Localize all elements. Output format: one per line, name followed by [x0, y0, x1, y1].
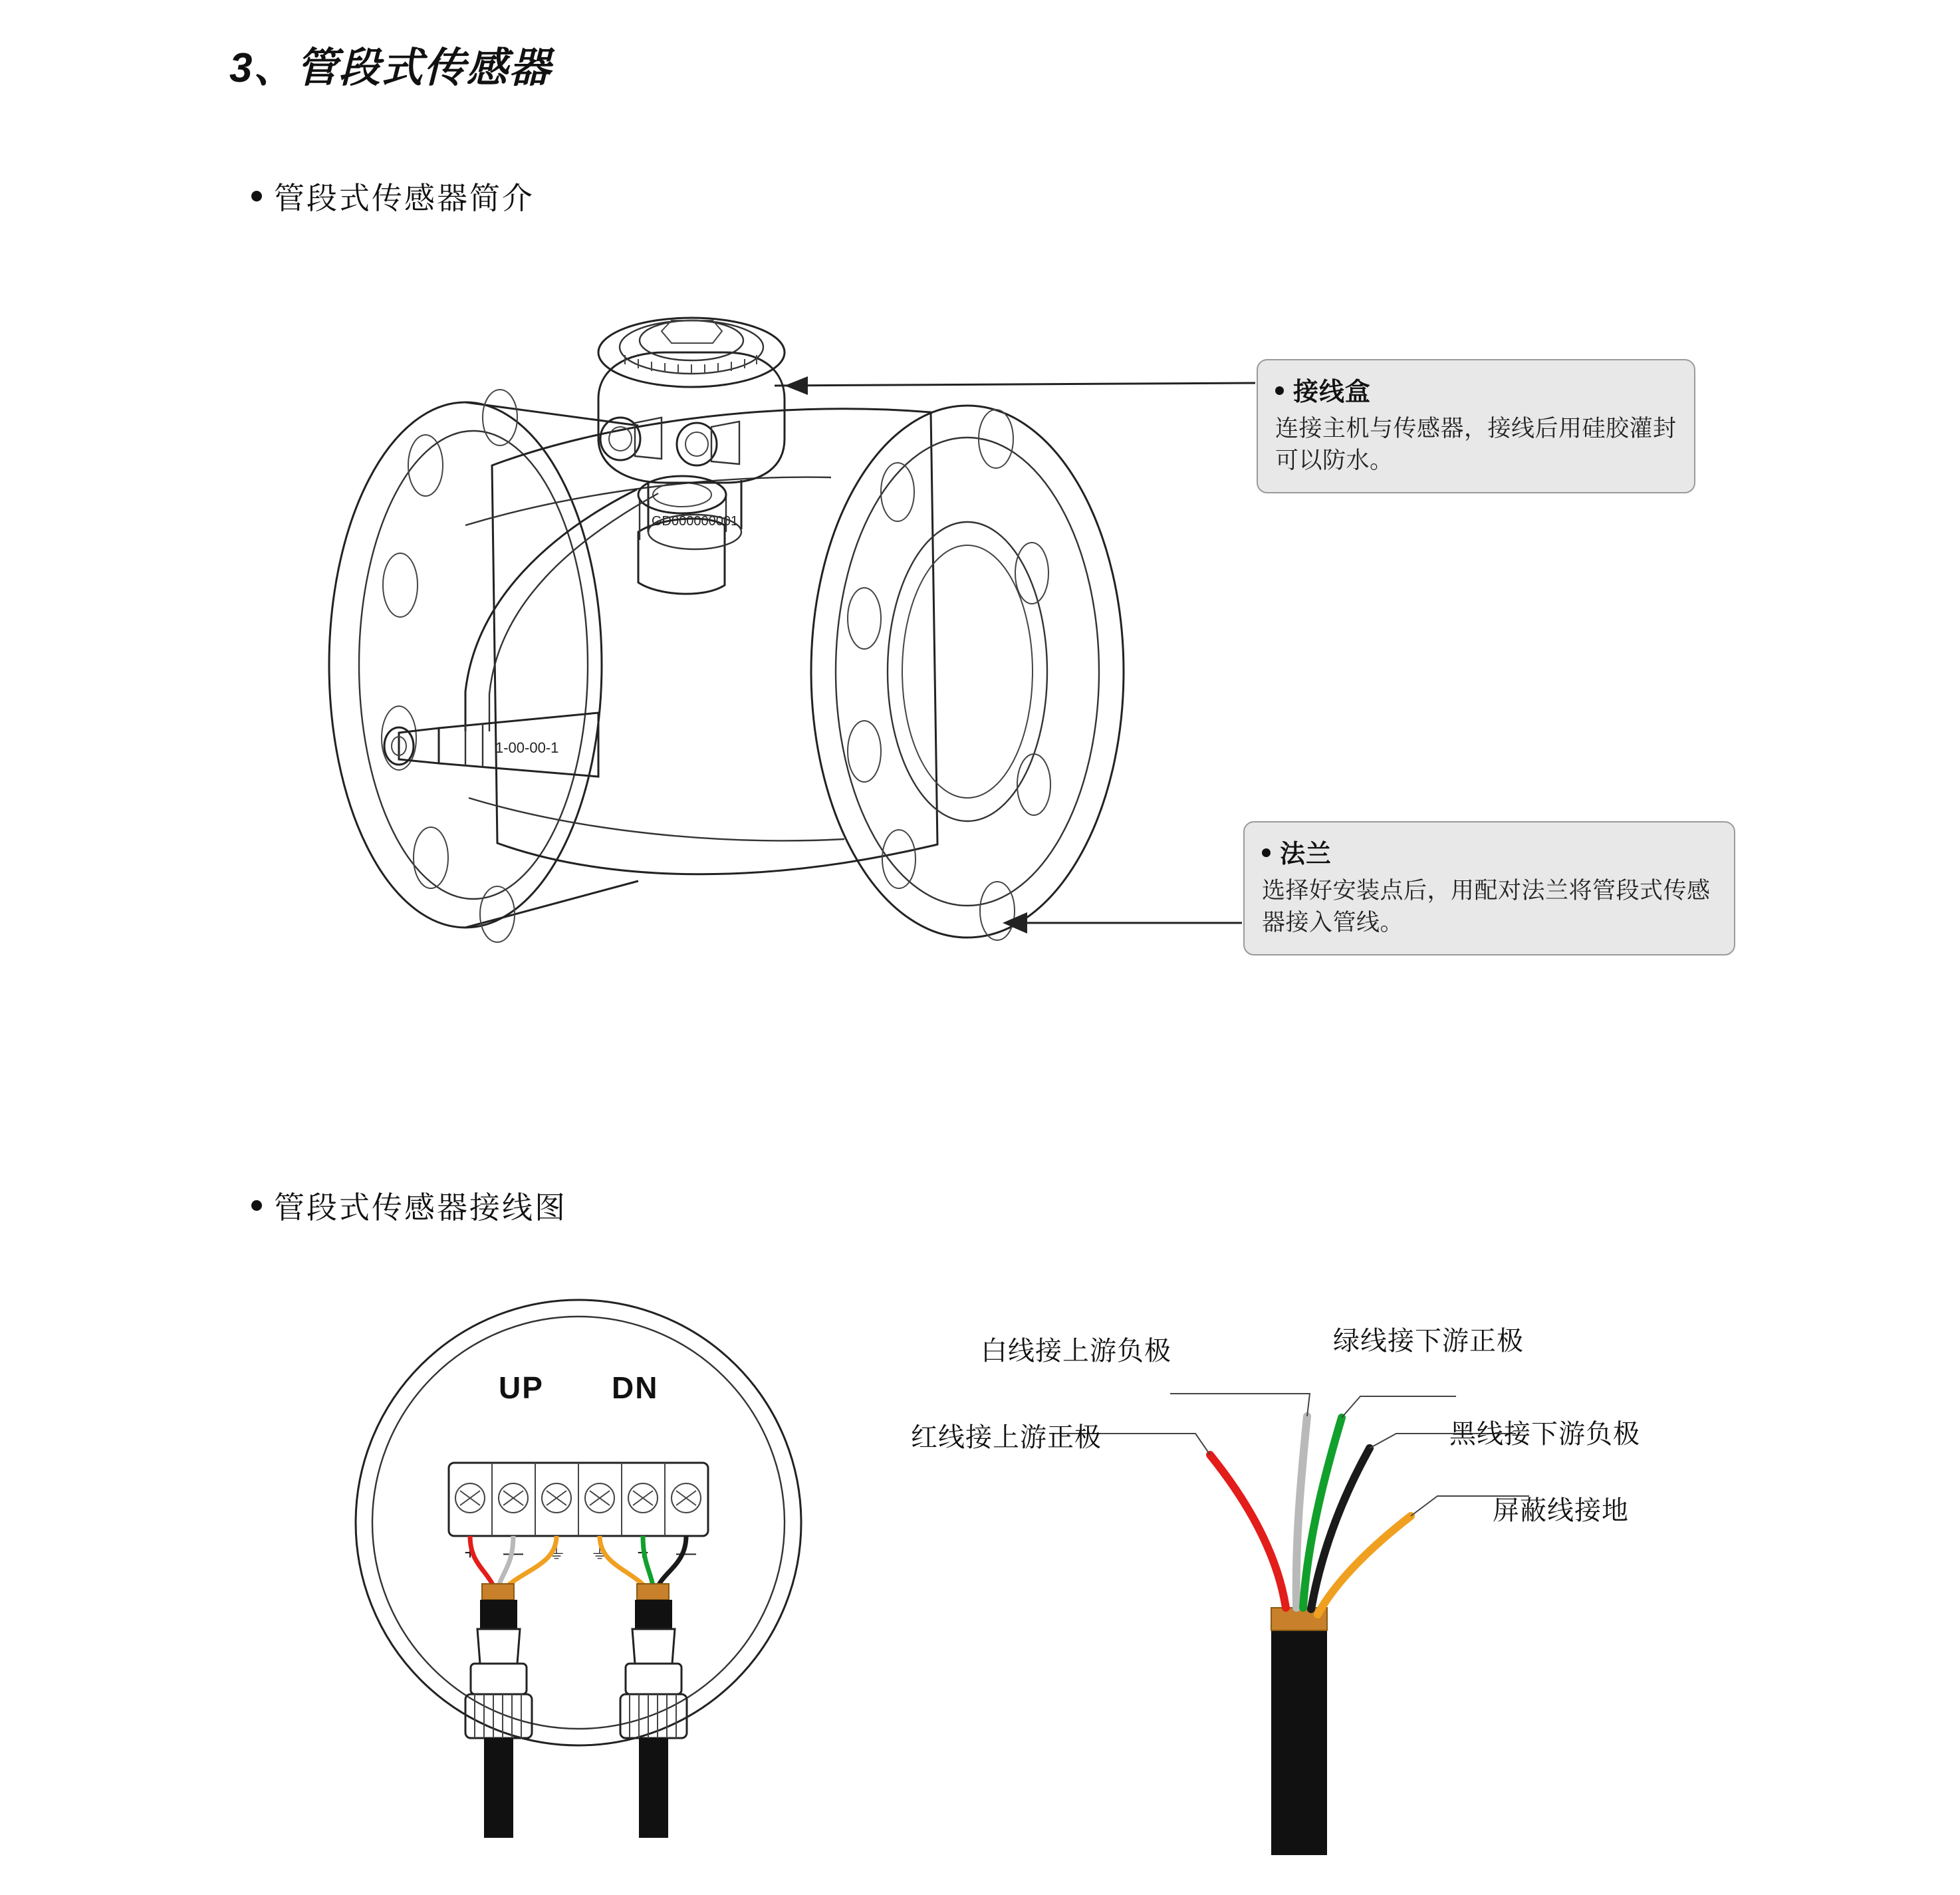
leader-line-flange [1003, 912, 1242, 934]
wire-red [1210, 1455, 1286, 1608]
transducer-housing-graphic [638, 476, 738, 594]
leader-line-junction [775, 376, 1255, 395]
cable-out-left [484, 1738, 513, 1838]
gland-left-graphic [465, 1629, 532, 1838]
wire-label-green: 绿线接下游正极 [1333, 1326, 1524, 1356]
body-serial-text: GD000000001 [652, 514, 739, 529]
heading-wiring-label: 管段式传感器接线图 [274, 1190, 567, 1225]
bullet-dot-icon [1275, 386, 1284, 395]
left-flange-graphic [329, 390, 638, 942]
page-title: 3、管段式传感器 [229, 45, 552, 91]
callout-junction-box [1257, 359, 1695, 493]
callout-title [1275, 371, 1677, 408]
svg-text:+: + [637, 1542, 649, 1564]
callout-title [1262, 833, 1717, 870]
gland-right-graphic [620, 1629, 687, 1838]
wire-label-black: 黑线接下游负极 [1449, 1420, 1640, 1449]
cable-jackets-graphic [480, 1600, 672, 1629]
callout-flange-body: 选择好安装点后，用配对法兰将管段式传感器接入管线。 [1262, 878, 1711, 936]
callout-junction-title: 接线盒 [1293, 378, 1372, 406]
wire-label-shield: 屏蔽线接地 [1493, 1496, 1629, 1525]
polarity-marks [464, 1542, 696, 1564]
terminal-up-label: UP [499, 1370, 544, 1405]
side-serial-text: 1-00-00-1 [495, 739, 559, 756]
svg-text:—: — [503, 1542, 523, 1564]
heading-wiring-diagram [251, 1184, 567, 1227]
cable-jacket-graphic [1271, 1629, 1327, 1855]
svg-text:⏚: ⏚ [590, 1542, 610, 1564]
heading-intro-label: 管段式传感器简介 [274, 181, 535, 215]
callout-flange [1243, 821, 1735, 955]
callout-flange-title: 法兰 [1280, 840, 1332, 868]
terminal-strip-graphic [449, 1463, 708, 1564]
svg-text:+: + [464, 1542, 476, 1564]
svg-text:⏚: ⏚ [547, 1542, 566, 1564]
terminal-dn-label: DN [612, 1370, 659, 1405]
wire-leader-lines [1049, 1394, 1529, 1516]
bullet-dot-icon [1262, 848, 1271, 857]
svg-text:—: — [676, 1542, 696, 1564]
cable-out-right [639, 1738, 668, 1838]
wire-label-white: 白线接上游负极 [981, 1336, 1171, 1366]
right-flange-graphic [811, 406, 1124, 940]
junction-box-graphic [598, 318, 785, 549]
callout-junction-body: 连接主机与传感器，接线后用硅胶灌封可以防水。 [1275, 416, 1677, 474]
wire-label-red: 红线接上游正极 [911, 1423, 1102, 1452]
cable-gland-right-graphic [677, 422, 739, 465]
bullet-dot-icon [251, 1200, 262, 1211]
internal-wires-graphic [470, 1536, 686, 1600]
cable-wiring-diagram [931, 1297, 1928, 1895]
